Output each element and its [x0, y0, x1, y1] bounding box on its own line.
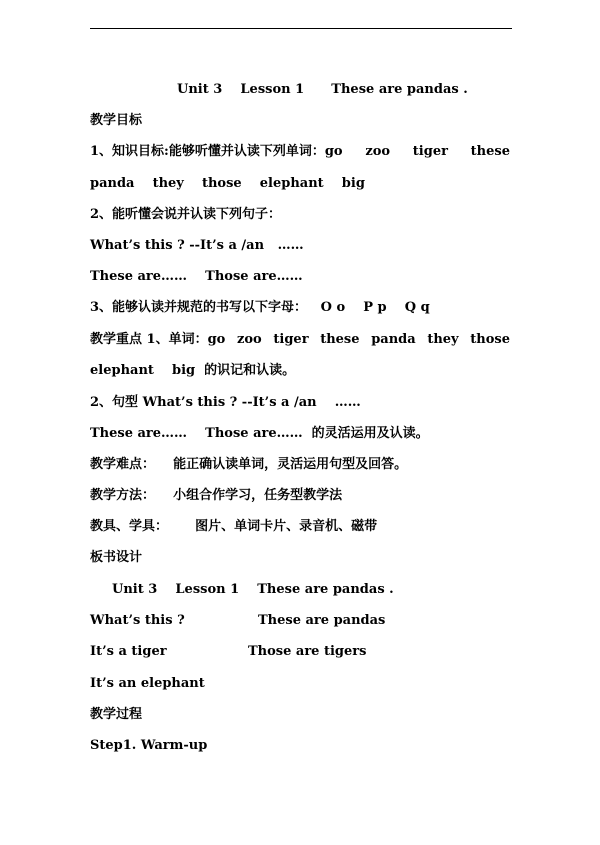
page-title: Unit 3 Lesson 1 These are pandas .	[177, 82, 468, 97]
step-1: Step1. Warm-up	[90, 738, 208, 753]
word-panda: panda	[371, 332, 416, 347]
key-points-row-2: elephant big 的识记和认读。	[90, 363, 296, 378]
key-points-2: 2、句型 What’s this ? --It’s a /an ……	[90, 395, 361, 410]
word-these: these	[320, 332, 360, 347]
objective-1-text: 1、知识目标:能够听懂并认读下列单词：go	[90, 144, 343, 159]
key-points-row-1	[90, 332, 510, 348]
key-points-2-sentence: These are…… Those are…… 的灵活运用及认读。	[90, 426, 429, 441]
word-zoo: zoo	[237, 332, 262, 347]
board-row-1-right: These are pandas	[258, 613, 386, 628]
objectives-heading: 教学目标	[90, 113, 143, 128]
process-heading: 教学过程	[90, 707, 143, 722]
board-row-3-left: It’s an elephant	[90, 676, 205, 691]
objective-2: 2、能听懂会说并认读下列句子：	[90, 207, 282, 222]
objective-3: 3、能够认读并规范的书写以下字母： O o P p Q q	[90, 300, 430, 315]
key-points-text: 教学重点 1、单词：go	[90, 332, 226, 347]
objective-1-row-2: panda they those elephant big	[90, 176, 365, 191]
word-those: those	[470, 332, 510, 347]
difficulty: 教学难点： 能正确认读单词，灵活运用句型及回答。	[90, 457, 408, 472]
tools: 教具、学具： 图片、单词卡片、录音机、磁带	[90, 519, 378, 534]
board-row-2-right: Those are tigers	[248, 644, 367, 659]
header-rule	[90, 28, 512, 29]
word-these: these	[470, 144, 510, 159]
word-zoo: zoo	[365, 144, 391, 159]
board-row-1-left: What’s this ?	[90, 613, 185, 628]
method: 教学方法： 小组合作学习，任务型教学法	[90, 488, 343, 503]
objective-2-sentence-2: These are…… Those are……	[90, 269, 303, 284]
board-row-2-left: It’s a tiger	[90, 644, 167, 659]
board-heading: 板书设计	[90, 550, 143, 565]
objective-2-sentence-1: What’s this ? --It’s a /an ……	[90, 238, 304, 253]
word-tiger: tiger	[412, 144, 448, 159]
word-they: they	[427, 332, 459, 347]
board-title: Unit 3 Lesson 1 These are pandas .	[112, 582, 394, 597]
word-tiger: tiger	[273, 332, 309, 347]
objective-1-row-1	[90, 144, 510, 160]
